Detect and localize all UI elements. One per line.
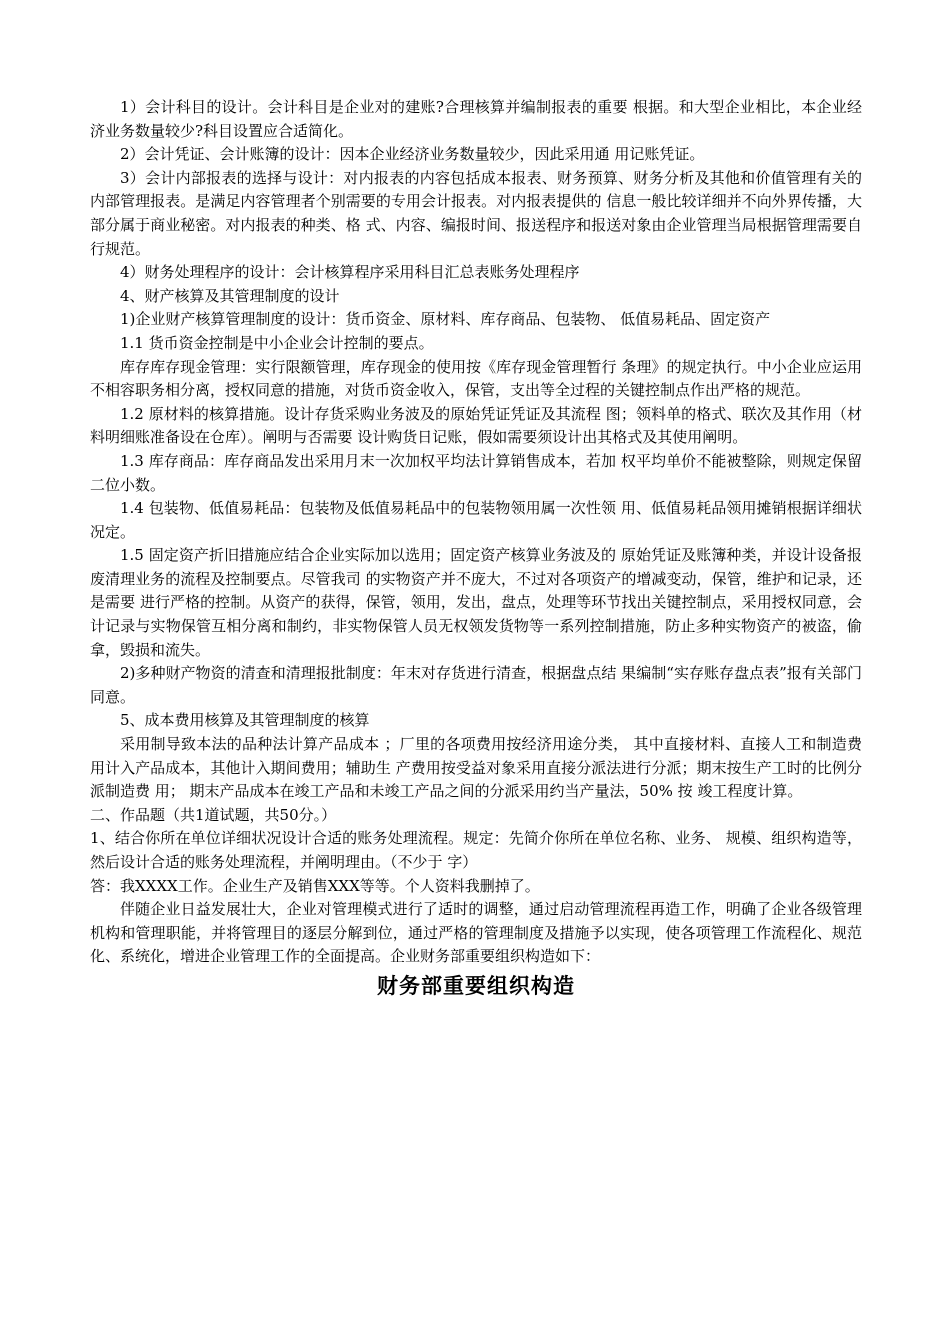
paragraph: 4、财产核算及其管理制度的设计 [120,286,340,305]
paragraph: 1.5 固定资产折旧措施应结合企业实际加以选用；固定资产核算业务波及的 原始凭证及账簿种类，并设计设备报废清理业务的流程及控制要点。尽管我司 的实物资产并不庞大，不过对各项资产的增减变动，保管，维护和记录，还是需要 进行严格的控制。从资产的获得，保管，领用，发出，盘点，处理等环节找出关键控制点，采用授权同意，会计记录与实物保管互相分离和制约，非实物保管人员无权领发货物等一系列控制措施，防止多种实物资产的被盗，偷拿，毁损和流失。 [90,546,862,659]
paragraph: 1.3 库存商品：库存商品发出采用月末一次加权平均法计算销售成本，若加 权平均单价不能被整除，则规定保留二位小数。 [90,451,862,494]
paragraph: 3）会计内部报表的选择与设计：对内报表的内容包括成本报表、财务预算、财务分析及其他和价值管理有关的内部管理报表。是满足内容管理者个别需要的专用会计报表。对内报表提供的 信息一般比较详细并不向外界传播，大部分属于商业秘密。对内报表的种类、格 式、内容、编报时间、报送程序和报送对象由企业管理当局根据管理需要自行规范。 [90,168,862,258]
paragraph: 1.1 货币资金控制是中小企业会计控制的要点。 [120,333,434,352]
paragraph: 采用制导致本法的品种法计算产品成本 ；厂里的各项费用按经济用途分类， 其中直接材料、直接人工和制造费用计入产品成本，其他计入期间费用；辅助生 产费用按受益对象采用直接分派法进行分派；期末按生产工时的比例分派制造费 用； 期末产品成本在竣工产品和未竣工产品之间的分派采用约当产量法，50% 按 竣工程度计算。 [90,735,862,801]
paragraph: 5、成本费用核算及其管理制度的核算 [120,711,370,730]
document-page [90,96,862,1001]
paragraph: 1）会计科目的设计。会计科目是企业对的建账?合理核算并编制报表的重要 根据。和大型企业相比，本企业经济业务数量较少?科目设置应合适简化。 [90,98,862,140]
question-text: 1、结合你所在单位详细状况设计合适的账务处理流程。规定：先简介你所在单位名称、业务、 规模、组织构造等，然后设计合适的账务处理流程，并阐明理由。（不少于 字） [90,829,862,871]
figure-title: 财务部重要组织构造 [377,973,575,998]
paragraph: 伴随企业日益发展壮大，企业对管理模式进行了适时的调整，通过启动管理流程再造工作，明确了企业各级管理机构和管理职能，并将管理目的逐层分解到位，通过严格的管理制度及措施予以实现，使各项管理工作流程化、规范化、系统化，增进企业管理工作的全面提高。企业财务部重要组织构造如下： [90,900,862,966]
paragraph: 2)多种财产物资的清查和清理报批制度：年末对存货进行清查，根据盘点结 果编制“实存账存盘点表”报有关部门同意。 [90,664,862,706]
paragraph: 1.2 原材料的核算措施。设计存货采购业务波及的原始凭证凭证及其流程 图；领料单的格式、联次及其作用（材料明细账准备设在仓库）。阐明与否需要 设计购货日记账，假如需要须设计出其格式及其使用阐明。 [90,404,862,447]
answer-text: 答：我XXXX工作。企业生产及销售XXX等等。个人资料我删掉了。 [90,876,540,895]
paragraph: 库存库存现金管理：实行限额管理，库存现金的使用按《库存现金管理暂行 条理》的规定执行。中小企业应运用不相容职务相分离，授权同意的措施，对货币资金收入，保管，支出等全过程的关键控制点作出严格的规范。 [90,357,862,400]
paragraph: 1)企业财产核算管理制度的设计：货币资金、原材料、库存商品、包装物、 低值易耗品、固定资产 [120,310,771,329]
paragraph: 2）会计凭证、会计账簿的设计：因本企业经济业务数量较少，因此采用通 用记账凭证。 [120,145,705,164]
paragraph: 1.4 包装物、低值易耗品：包装物及低值易耗品中的包装物领用属一次性领 用、低值易耗品领用摊销根据详细状况定。 [90,499,862,541]
paragraph: 4）财务处理程序的设计：会计核算程序采用科目汇总表账务处理程序 [120,263,580,282]
section-heading: 二、作品题（共1道试题，共50分。） [90,805,337,824]
